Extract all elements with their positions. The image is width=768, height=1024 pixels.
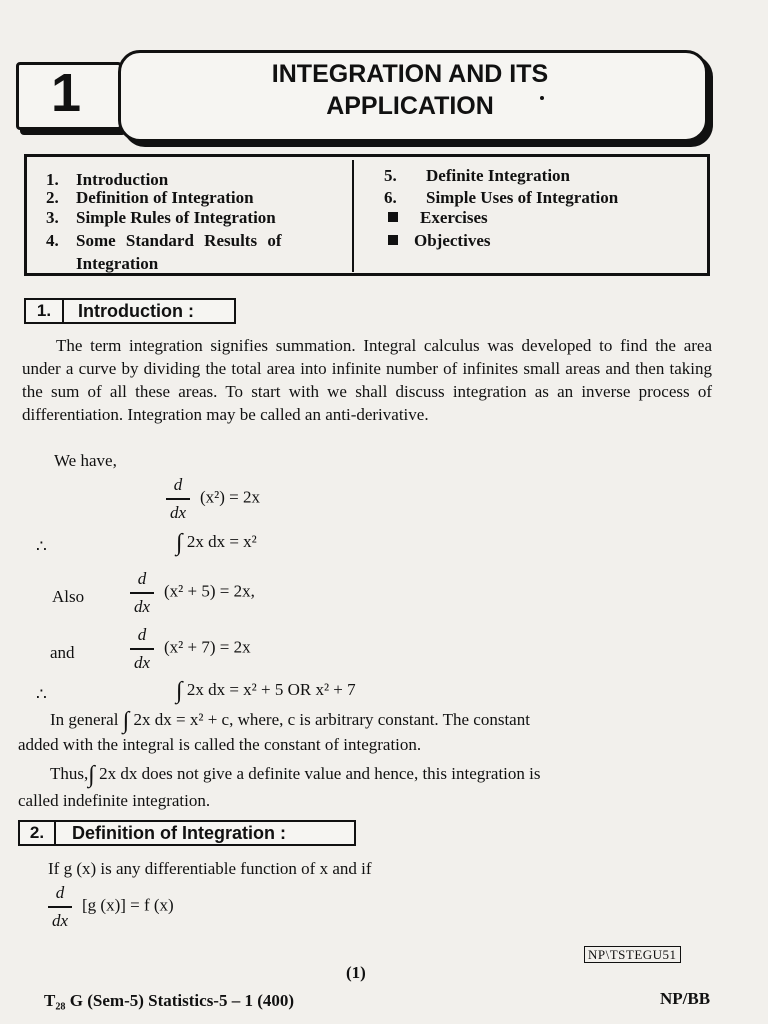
d-dx-fraction: $\frac{d}{dx}$ (166, 476, 190, 522)
contents-item-standard-results[interactable]: 4. Some Standard Results of (46, 231, 282, 250)
intro-paragraph: The term integration signifies summation. Integral calculus was developed to find the area under a curve by dividing the total area into infinite number of infinites small areas and then taking the sum of all these areas. To start with we shall discuss integration as an inverse process of differentiation. Integration may be called an anti-derivative. (22, 336, 712, 424)
contents-item-simple-uses[interactable]: 6. Simple Uses of Integration (384, 188, 619, 207)
thus-line-2: called indefinite integration. (18, 791, 211, 810)
contents-item-objectives[interactable]: Objectives (384, 231, 490, 251)
equation-derivative-x2-plus-7: $\frac{d}{dx}$ (x² + 7) = 2x (130, 626, 251, 672)
section-1-number: 1. (26, 300, 64, 322)
section-2-number: 2. (20, 822, 56, 844)
and-text: and (50, 643, 75, 662)
footer-left: T₂₈ G (Sem-5) Statistics-5 – 1 (400) (44, 991, 295, 1010)
general-line-2: added with the integral is called the constant of integration. (18, 735, 422, 754)
integral-symbol: ∫ (88, 762, 95, 788)
d-dx-fraction: $\frac{d}{dx}$ (130, 626, 154, 672)
chapter-number: 1 (50, 63, 82, 123)
contents-item-exercises[interactable]: Exercises (384, 208, 488, 228)
bullet-icon (388, 212, 398, 222)
title-dot (540, 96, 544, 100)
definition-equation: $\frac{d}{dx}$ [g (x)] = f (x) (48, 884, 174, 930)
contents-item-simple-rules[interactable]: 3. Simple Rules of Integration (46, 208, 276, 227)
bullet-icon (388, 235, 398, 245)
contents-item-definite-integration[interactable]: 5. Definite Integration (384, 166, 571, 185)
contents-item-introduction[interactable]: 1. Introduction (46, 170, 169, 189)
we-have-text: We have, (54, 451, 117, 470)
chapter-title-line1: INTEGRATION AND ITS (271, 60, 549, 88)
section-1-header (24, 298, 236, 324)
d-dx-fraction: $\frac{d}{dx}$ (130, 570, 154, 616)
integral-symbol: ∫ (176, 678, 183, 704)
integral-symbol: ∫ (176, 530, 183, 556)
equation-derivative-x2-plus-5: $\frac{d}{dx}$ (x² + 5) = 2x, (130, 570, 255, 616)
footer-right: NP/BB (660, 989, 711, 1008)
contents-divider (352, 160, 354, 272)
definition-line: If g (x) is any differentiable function of x and if (48, 859, 372, 878)
footer-code: NP\TSTEGU51 (584, 946, 681, 964)
contents-item-definition[interactable]: 2. Definition of Integration (46, 188, 254, 207)
chapter-title (130, 58, 690, 122)
therefore-symbol: ∴ (36, 537, 47, 556)
section-1-title: Introduction : (78, 301, 194, 321)
contents-item-standard-results-cont: Integration (76, 254, 159, 273)
equation-integral-2x: ∫ 2x dx = x² (176, 530, 257, 556)
chapter-title-line2: APPLICATION (326, 92, 494, 120)
general-line: In general ∫ 2x dx = x² + c, where, c is arbitrary constant. The constant (50, 708, 530, 734)
therefore-symbol-2: ∴ (36, 685, 47, 704)
section-2-header (18, 820, 356, 846)
equation-derivative-x2: $\frac{d}{dx}$ (x²) = 2x (166, 476, 260, 522)
page-number: (1) (346, 963, 366, 982)
also-text: Also (52, 587, 85, 606)
d-dx-fraction: $\frac{d}{dx}$ (48, 884, 72, 930)
equation-integral-general: ∫ 2x dx = x² + 5 OR x² + 7 (176, 678, 356, 704)
thus-line: Thus,∫ 2x dx does not give a definite value and hence, this integration is (50, 762, 541, 788)
section-2-title: Definition of Integration : (72, 823, 286, 843)
integral-symbol: ∫ (122, 708, 130, 734)
